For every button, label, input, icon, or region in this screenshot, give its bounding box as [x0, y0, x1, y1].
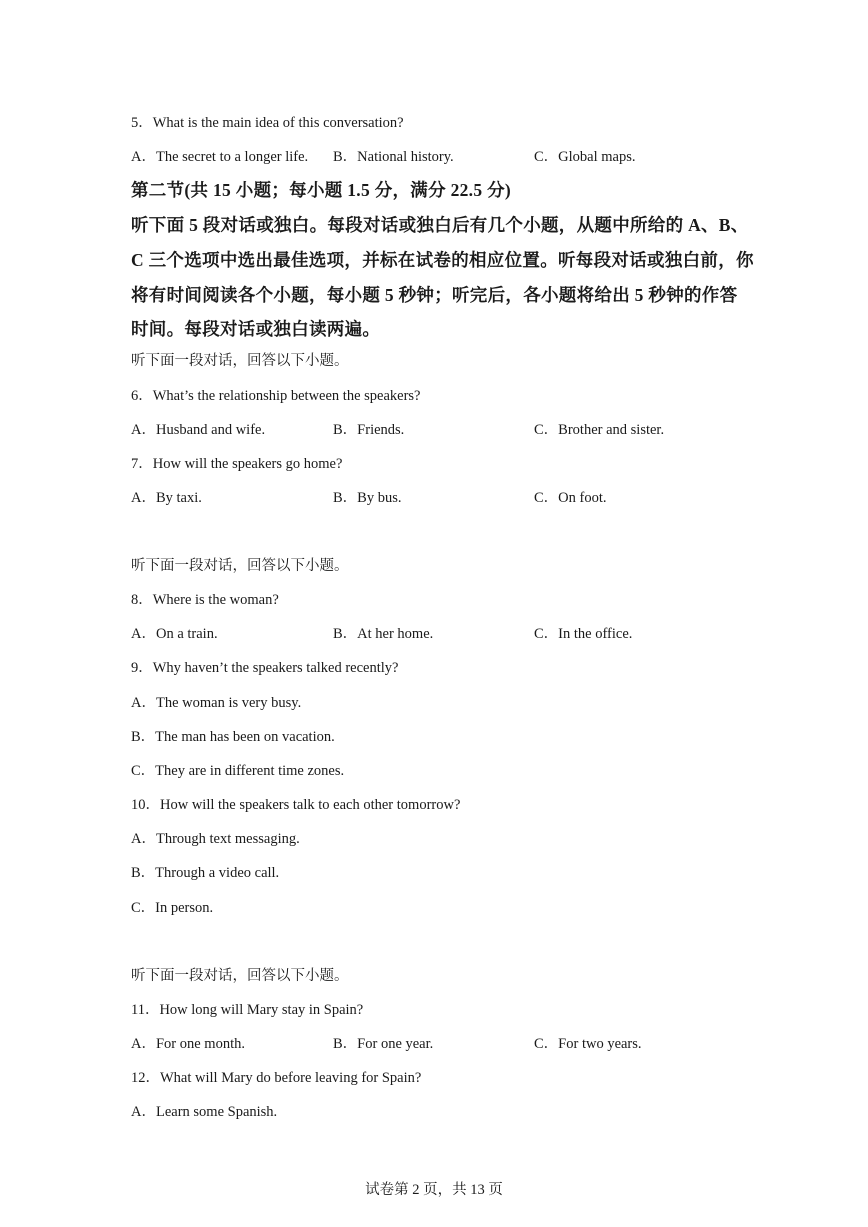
- question-10: 10．How will the speakers talk to each other tomorrow?: [131, 797, 461, 813]
- q6-option-c: C．Brother and sister.: [534, 422, 665, 438]
- q9-option-b: B．The man has been on vacation.: [131, 729, 335, 745]
- section-heading: 第二节(共 15 小题；每小题 1.5 分，满分 22.5 分): [131, 180, 512, 200]
- q8-option-b: B．At her home.: [333, 626, 434, 642]
- question-12: 12．What will Mary do before leaving for Spain?: [131, 1070, 422, 1086]
- q10-option-a: A．Through text messaging.: [131, 831, 300, 847]
- q10-option-c: C．In person.: [131, 900, 214, 916]
- q11-option-b: B．For one year.: [333, 1036, 434, 1052]
- q5-option-b: B．National history.: [333, 149, 454, 165]
- q9-option-c: C．They are in different time zones.: [131, 763, 345, 779]
- instruction-line-3: 将有时间阅读各个小题，每小题 5 秒钟；听完后，各小题将给出 5 秒钟的作答: [131, 285, 738, 305]
- instruction-line-4: 时间。每段对话或独白读两遍。: [131, 319, 381, 339]
- q5-option-a: A．The secret to a longer life.: [131, 149, 309, 165]
- q9-option-a: A．The woman is very busy.: [131, 695, 302, 711]
- q8-option-c: C．In the office.: [534, 626, 633, 642]
- q11-option-a: A．For one month.: [131, 1036, 245, 1052]
- q12-option-a: A．Learn some Spanish.: [131, 1104, 278, 1120]
- question-11: 11．How long will Mary stay in Spain?: [131, 1002, 364, 1018]
- instruction-line-2: C 三个选项中选出最佳选项，并标在试卷的相应位置。听每段对话或独白前，你: [131, 250, 754, 270]
- q11-option-c: C．For two years.: [534, 1036, 642, 1052]
- q10-option-b: B．Through a video call.: [131, 865, 280, 881]
- q5-option-c: C．Global maps.: [534, 149, 636, 165]
- dialogue-intro: 听下面一段对话，回答以下小题。: [131, 353, 349, 369]
- q6-option-b: B．Friends.: [333, 422, 405, 438]
- question-7: 7．How will the speakers go home?: [131, 456, 343, 472]
- question-5: 5．What is the main idea of this conversation?: [131, 115, 404, 131]
- page-footer: 试卷第 2 页，共 13 页: [365, 1182, 503, 1198]
- q7-option-a: A．By taxi.: [131, 490, 202, 506]
- dialogue-intro: 听下面一段对话，回答以下小题。: [131, 968, 349, 984]
- question-9: 9．Why haven’t the speakers talked recently?: [131, 660, 399, 676]
- q7-option-c: C．On foot.: [534, 490, 607, 506]
- q6-option-a: A．Husband and wife.: [131, 422, 266, 438]
- question-8: 8．Where is the woman?: [131, 592, 279, 608]
- dialogue-intro: 听下面一段对话，回答以下小题。: [131, 558, 349, 574]
- q8-option-a: A．On a train.: [131, 626, 218, 642]
- instruction-line-1: 听下面 5 段对话或独白。每段对话或独白后有几个小题，从题中所给的 A、B、: [131, 215, 749, 235]
- q7-option-b: B．By bus.: [333, 490, 402, 506]
- question-6: 6．What’s the relationship between the speakers?: [131, 388, 421, 404]
